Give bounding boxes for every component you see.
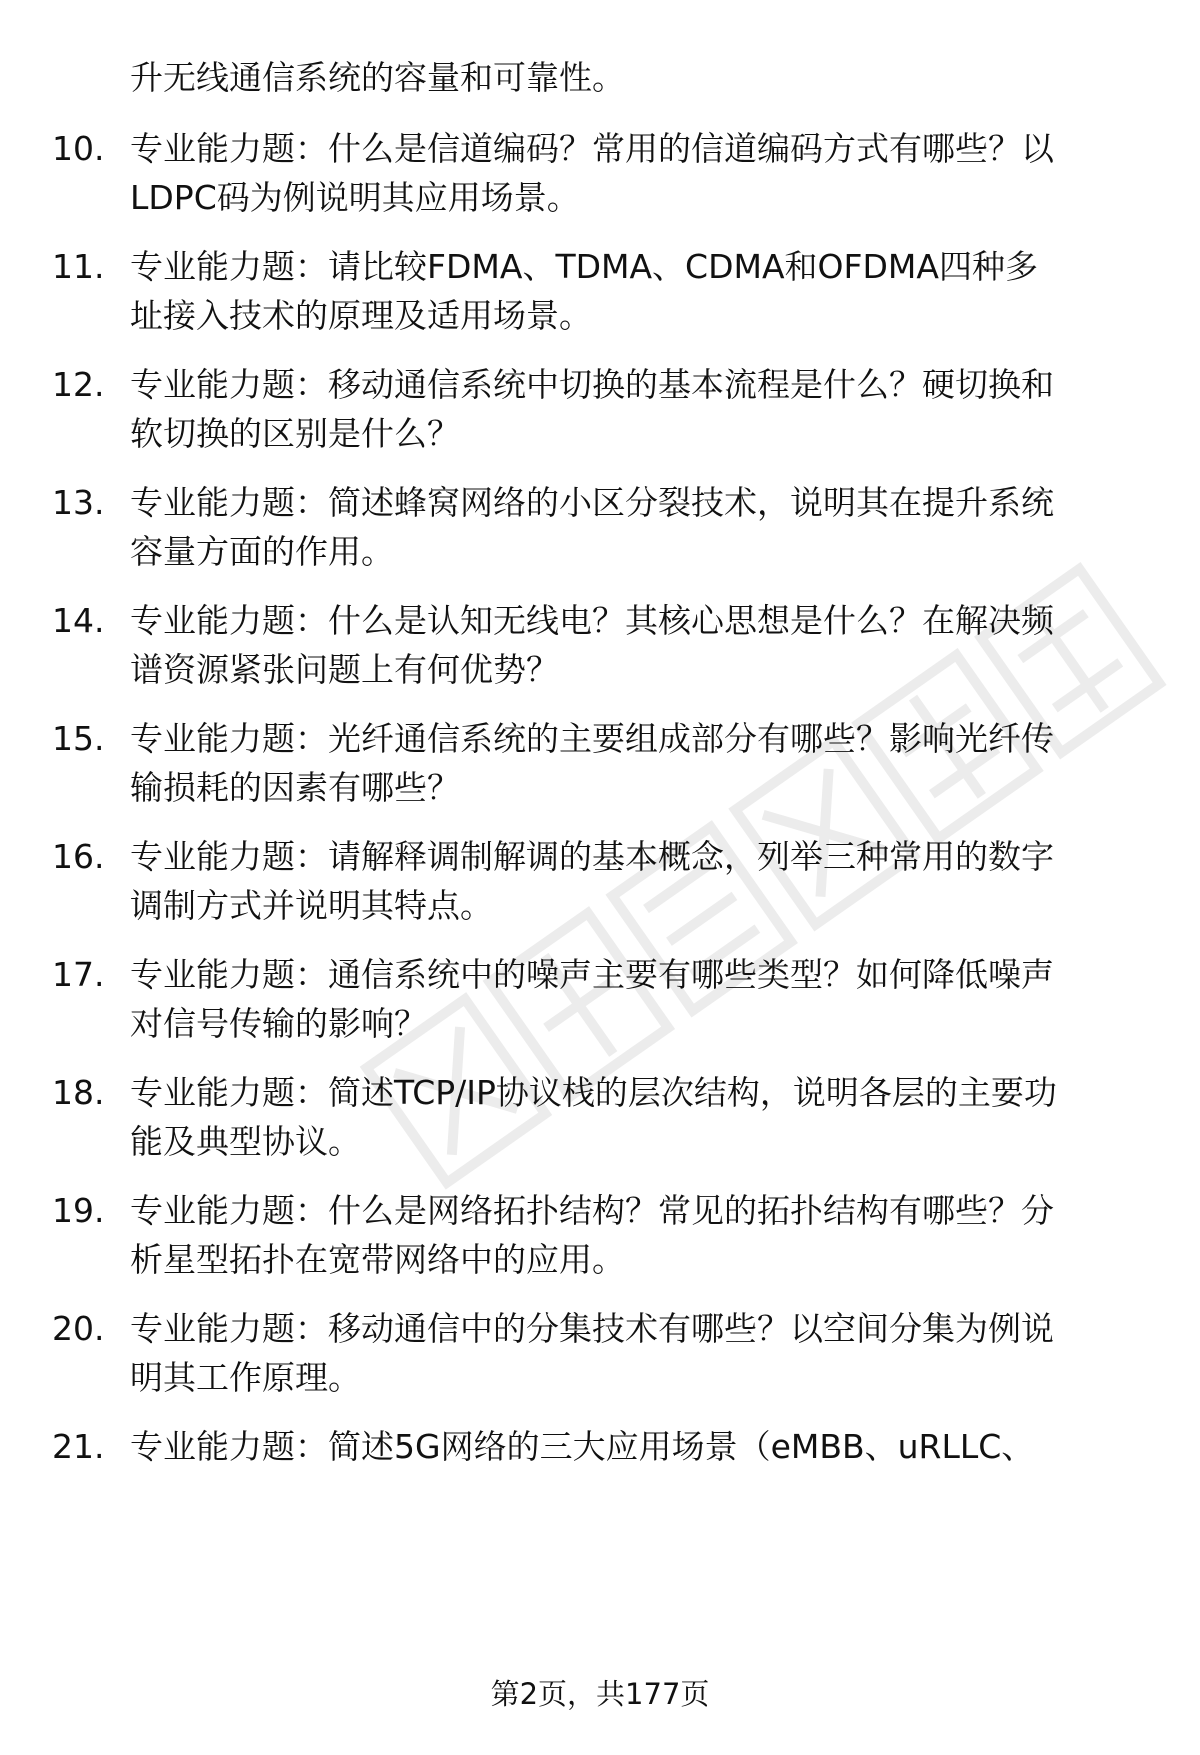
question-text-line-1: 专业能力题：光纤通信系统的主要组成部分有哪些？影响光纤传 bbox=[130, 719, 1054, 758]
question-number: 10. bbox=[52, 129, 105, 168]
question-text-line-1: 专业能力题：通信系统中的噪声主要有哪些类型？如何降低噪声 bbox=[130, 955, 1054, 994]
question-number: 19. bbox=[52, 1191, 105, 1230]
question-number: 12. bbox=[52, 365, 105, 404]
question-text-line-2: 容量方面的作用。 bbox=[130, 532, 394, 571]
question-text-line-2: 谱资源紧张问题上有何优势？ bbox=[130, 650, 559, 689]
question-number: 16. bbox=[52, 837, 105, 876]
question-number: 11. bbox=[52, 247, 105, 286]
question-number: 17. bbox=[52, 955, 105, 994]
question-text-line-2: 明其工作原理。 bbox=[130, 1358, 361, 1397]
question-number: 14. bbox=[52, 601, 105, 640]
question-text-line-1: 专业能力题：移动通信系统中切换的基本流程是什么？硬切换和 bbox=[130, 365, 1054, 404]
question-text-line-2: 软切换的区别是什么？ bbox=[130, 414, 460, 453]
question-text-line-1: 专业能力题：什么是网络拓扑结构？常见的拓扑结构有哪些？分 bbox=[130, 1191, 1054, 1230]
question-text-line-2: LDPC码为例说明其应用场景。 bbox=[130, 178, 580, 217]
question-text-line-1: 专业能力题：什么是信道编码？常用的信道编码方式有哪些？以 bbox=[130, 129, 1054, 168]
question-text-line-2: 对信号传输的影响？ bbox=[130, 1004, 427, 1043]
question-text-line-2: 输损耗的因素有哪些？ bbox=[130, 768, 460, 807]
question-text-line-1: 专业能力题：请解释调制解调的基本概念，列举三种常用的数字 bbox=[130, 837, 1054, 876]
question-text-line-1: 专业能力题：移动通信中的分集技术有哪些？以空间分集为例说 bbox=[130, 1309, 1054, 1348]
question-number: 21. bbox=[52, 1427, 105, 1466]
question-number: 20. bbox=[52, 1309, 105, 1348]
question-text-line-1: 专业能力题：简述TCP/IP协议栈的层次结构，说明各层的主要功 bbox=[130, 1073, 1057, 1112]
question-text-line-2: 调制方式并说明其特点。 bbox=[130, 886, 493, 925]
question-text-line-1: 专业能力题：请比较FDMA、TDMA、CDMA和OFDMA四种多 bbox=[130, 247, 1038, 286]
question-number: 18. bbox=[52, 1073, 105, 1112]
question-text-line-2: 能及典型协议。 bbox=[130, 1122, 361, 1161]
continuation-line: 升无线通信系统的容量和可靠性。 bbox=[130, 58, 625, 97]
question-text-line-1: 专业能力题：什么是认知无线电？其核心思想是什么？在解决频 bbox=[130, 601, 1054, 640]
question-text-line-2: 析星型拓扑在宽带网络中的应用。 bbox=[130, 1240, 625, 1279]
question-text-line-2: 址接入技术的原理及适用场景。 bbox=[130, 296, 592, 335]
question-text-line-1: 专业能力题：简述5G网络的三大应用场景（eMBB、uRLLC、 bbox=[130, 1427, 1035, 1466]
question-number: 15. bbox=[52, 719, 105, 758]
question-text-line-1: 专业能力题：简述蜂窝网络的小区分裂技术，说明其在提升系统 bbox=[130, 483, 1054, 522]
page-footer: 第2页，共177页 bbox=[490, 1677, 710, 1711]
question-number: 13. bbox=[52, 483, 105, 522]
